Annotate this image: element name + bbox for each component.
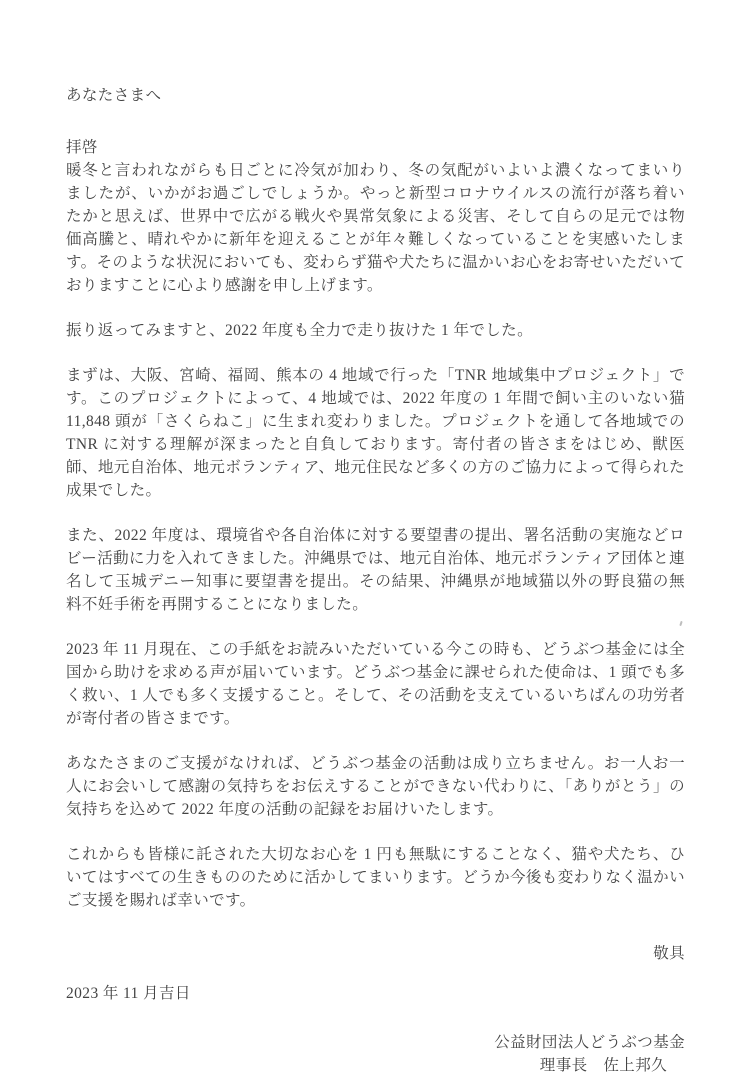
signer-title-name: 理事長 佐上邦久 — [539, 1057, 667, 1074]
closing-word: 敬具 — [653, 945, 685, 962]
letter-body — [66, 84, 685, 1077]
opening-word: 拝啓 — [66, 139, 98, 156]
paragraph-tnr-project: まずは、大阪、宮崎、福岡、熊本の 4 地域で行った「TNR 地域集中プロジェクト」です。このプロジェクトによって、4 地域では、2022 年度の 1 年間で飼い主のいない猫 11,848 頭が「さくらねこ」に生まれ変わりました。プロジェクトを通して各地域での TNR に対する理解が深まったと自負しております。寄付者の皆さまをはじめ、獣医師、地元自治体、地元ボランティア、地元住民など多くの方のご協力によって得られた成果でした。 — [66, 367, 685, 499]
paragraph-lobbying: また、2022 年度は、環境省や各自治体に対する要望書の提出、署名活動の実施などロビー活動に力を入れてきました。沖縄県では、地元自治体、地元ボランティア団体と連名して玉城デニー知事に要望書を提出。その結果、沖縄県が地域猫以外の野良猫の無料不妊手術を再開することになりました。 — [66, 527, 685, 613]
letter-date: 2023 年 11 月吉日 — [66, 985, 191, 1002]
paragraph-mission: 2023 年 11 月現在、この手紙をお読みいただいている今この時も、どうぶつ基金には全国から助けを求める声が届いています。どうぶつ基金に課せられた使命は、1 頭でも多く救い、1 人でも多く支援すること。そして、その活動を支えているいちばんの功労者が寄付者の皆さまです。 — [66, 641, 685, 727]
salutation: あなたさまへ — [66, 87, 162, 104]
paragraph-greeting: 暖冬と言われながらも日ごとに冷気が加わり、冬の気配がいよいよ濃くなってまいりましたが、いかがお過ごしでしょうか。やっと新型コロナウイルスの流行が落ち着いたかと思えば、世界中で広がる戦火や異常気象による災害、そして自らの足元では物価高騰と、晴れやかに新年を迎えることが年々難しくなっていることを実感いたします。そのような状況においても、変わらず猫や犬たちに温かいお心をお寄せいただいておりますことに心より感謝を申し上げます。 — [66, 162, 685, 294]
paragraph-pledge: これからも皆様に託された大切なお心を 1 円も無駄にすることなく、猫や犬たち、ひいてはすべての生きもののために活かしてまいります。どうか今後も変わりなく温かいご支援を賜れば幸いです。 — [66, 846, 685, 909]
organization-name: 公益財団法人どうぶつ基金 — [494, 1034, 685, 1051]
paragraph-year-summary: 振り返ってみますと、2022 年度も全力で走り抜けた 1 年でした。 — [66, 322, 533, 339]
paragraph-gratitude: あなたさまのご支援がなければ、どうぶつ基金の活動は成り立ちません。お一人お一人にお会いして感謝の気持ちをお伝えすることができない代わりに、「ありがとう」の気持ちを込めて 2022 年度の活動の記録をお届けいたします。 — [66, 755, 685, 818]
